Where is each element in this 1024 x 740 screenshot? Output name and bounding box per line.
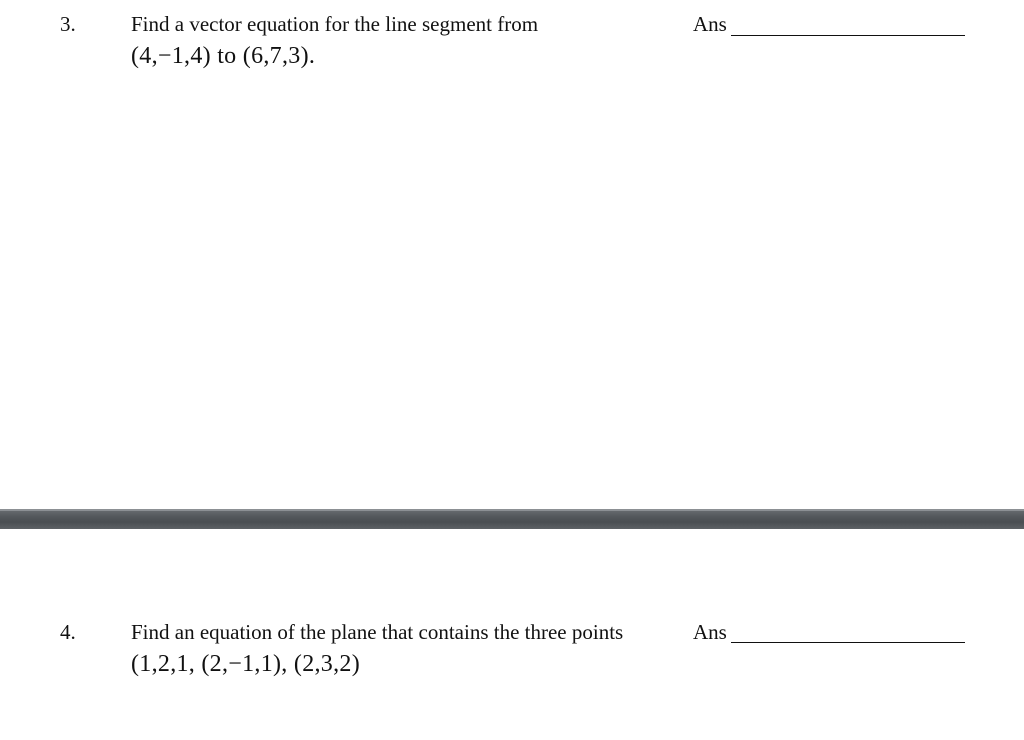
- problem-4-number: 4.: [60, 620, 76, 644]
- problem-4-text: Find an equation of the plane that contains the three points: [131, 620, 624, 644]
- problem-4-ans-label: Ans: [693, 620, 727, 644]
- problem-3-ans-label: Ans: [693, 12, 727, 36]
- problem-3-answer-line[interactable]: [731, 35, 965, 36]
- section-divider-highlight: [0, 509, 1024, 511]
- problem-4-answer-line[interactable]: [731, 642, 965, 643]
- problem-3-number: 3.: [60, 12, 76, 36]
- problem-3-text: Find a vector equation for the line segment from: [131, 12, 539, 36]
- section-divider: [0, 509, 1024, 529]
- problem-3-points: (4,−1,4) to (6,7,3).: [131, 43, 316, 69]
- problem-4-points: (1,2,1, (2,−1,1), (2,3,2): [131, 651, 360, 677]
